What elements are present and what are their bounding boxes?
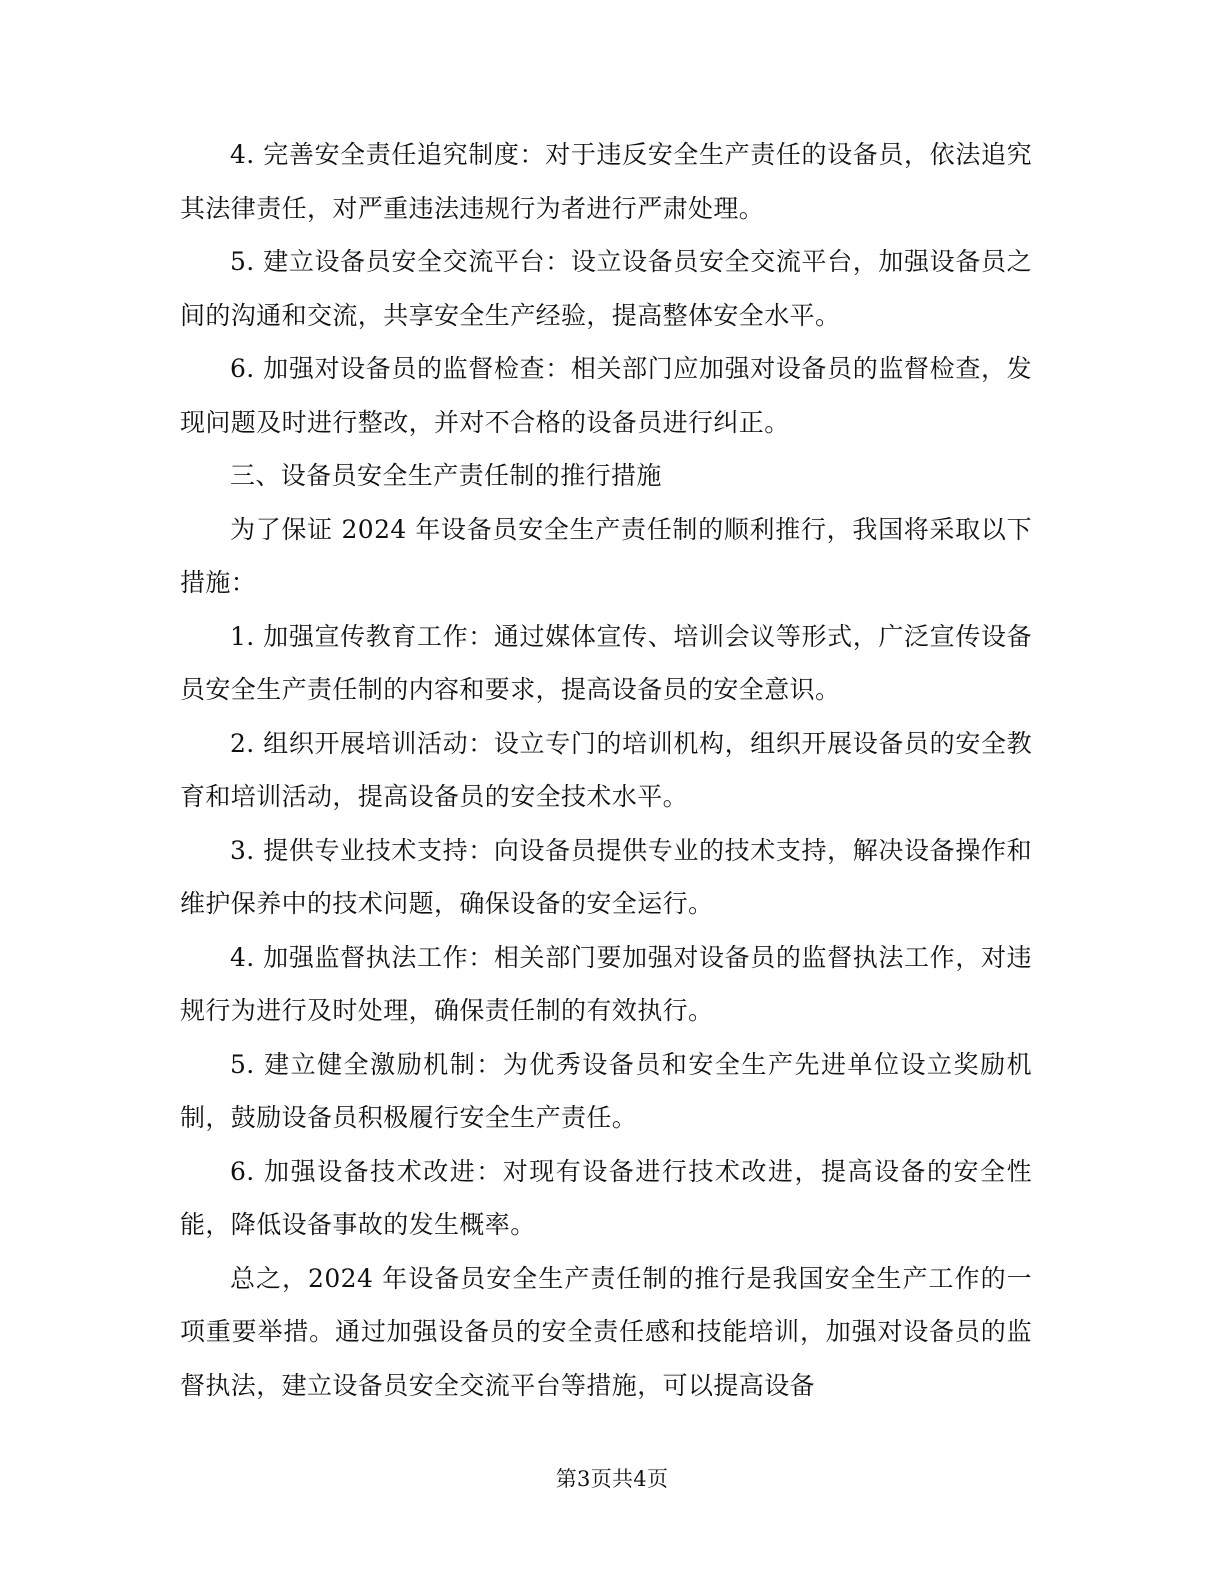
paragraph-item-5-exchange-platform: 5. 建立设备员安全交流平台：设立设备员安全交流平台，加强设备员之间的沟通和交流，共享安全生产经验，提高整体安全水平。 [180,247,1032,330]
conclusion-paragraph: 总之，2024 年设备员安全生产责任制的推行是我国安全生产工作的一项重要举措。通过加强设备员的安全责任感和技能培训，加强对设备员的监督执法，建立设备员安全交流平台等措施，可以提高设备 [180,1263,1032,1400]
paragraph-item-4-accountability: 4. 完善安全责任追究制度：对于违反安全生产责任的设备员，依法追究其法律责任，对严重违法违规行为者进行严肃处理。 [180,140,1032,223]
measure-item-3-technical-support: 3. 提供专业技术支持：向设备员提供专业的技术支持，解决设备操作和维护保养中的技术问题，确保设备的安全运行。 [180,835,1032,918]
measure-item-2-training: 2. 组织开展培训活动：设立专门的培训机构，组织开展设备员的安全教育和培训活动，提高设备员的安全技术水平。 [180,728,1032,811]
page-number-footer: 第3页共4页 [555,1467,669,1491]
measure-item-5-incentives: 5. 建立健全激励机制：为优秀设备员和安全生产先进单位设立奖励机制，鼓励设备员积极履行安全生产责任。 [180,1049,1032,1132]
paragraph-item-6-supervision: 6. 加强对设备员的监督检查：相关部门应加强对设备员的监督检查，发现问题及时进行整改，并对不合格的设备员进行纠正。 [180,354,1032,437]
measure-item-4-enforcement: 4. 加强监督执法工作：相关部门要加强对设备员的监督执法工作，对违规行为进行及时处理，确保责任制的有效执行。 [180,942,1032,1025]
section-intro-paragraph: 为了保证 2024 年设备员安全生产责任制的顺利推行，我国将采取以下措施： [180,514,1032,597]
document-body [180,128,1032,1412]
measure-item-6-equipment-improvement: 6. 加强设备技术改进：对现有设备进行技术改进，提高设备的安全性能，降低设备事故的发生概率。 [180,1156,1032,1239]
section-heading-3: 三、设备员安全生产责任制的推行措施 [230,461,662,490]
measure-item-1-publicity: 1. 加强宣传教育工作：通过媒体宣传、培训会议等形式，广泛宣传设备员安全生产责任制的内容和要求，提高设备员的安全意识。 [180,621,1032,704]
